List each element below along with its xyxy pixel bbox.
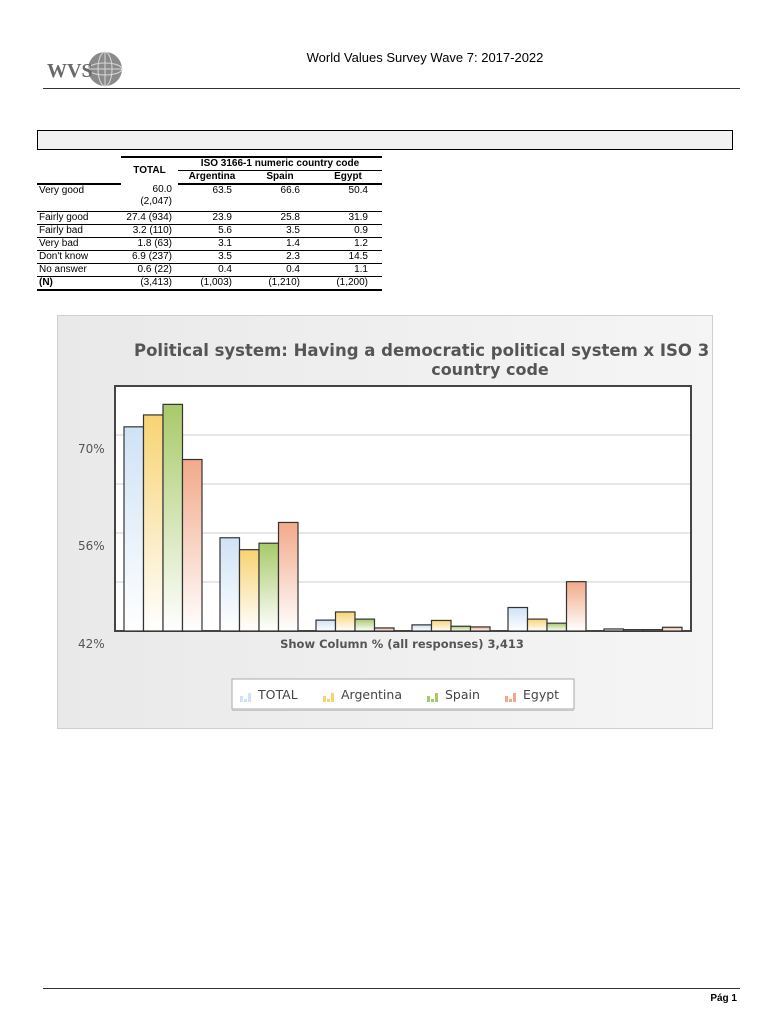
y-tick-label: 56% — [78, 539, 105, 553]
bar-egypt-2 — [375, 628, 395, 631]
table-row-n — [37, 277, 382, 291]
legend-swatch — [327, 699, 330, 702]
row-label: Don't know — [37, 251, 121, 264]
total-cell: 0.6 (22) — [121, 264, 178, 277]
legend-swatch — [323, 696, 326, 702]
total-header: TOTAL — [121, 157, 178, 184]
country-header-argentina: Argentina — [178, 171, 246, 185]
total-cell: 6.9 (237) — [121, 251, 178, 264]
bar-spain-1 — [259, 543, 279, 631]
legend-swatch — [427, 696, 430, 702]
value-cell: 3.5 — [246, 225, 314, 238]
value-cell: (1,003) — [178, 277, 246, 291]
total-cell: 1.8 (63) — [121, 238, 178, 251]
value-cell: 23.9 — [178, 212, 246, 225]
value-cell: 31.9 — [314, 212, 382, 225]
bar-spain-3 — [451, 626, 471, 631]
row-label: No answer — [37, 264, 121, 277]
bar-egypt-5 — [663, 627, 683, 631]
value-cell: 1.4 — [246, 238, 314, 251]
value-cell: 5.6 — [178, 225, 246, 238]
value-cell: 3.5 — [178, 251, 246, 264]
value-cell: 0.4 — [178, 264, 246, 277]
bar-egypt-3 — [471, 627, 491, 631]
legend-swatch — [505, 696, 508, 702]
bar-egypt-0 — [183, 460, 203, 632]
value-cell: 1.2 — [314, 238, 382, 251]
value-cell: 0.4 — [246, 264, 314, 277]
bar-total-4 — [508, 608, 528, 631]
bar-total-0 — [124, 427, 144, 631]
country-header-egypt: Egypt — [314, 171, 382, 185]
bar-egypt-1 — [279, 522, 299, 631]
legend-swatch — [513, 693, 516, 702]
bar-argentina-0 — [144, 415, 164, 631]
bar-spain-5 — [643, 630, 663, 631]
chart-legend — [232, 679, 574, 711]
row-label: (N) — [37, 277, 121, 291]
row-label: Fairly bad — [37, 225, 121, 238]
wvs-logo — [45, 50, 125, 90]
legend-swatch — [244, 699, 247, 702]
bar-argentina-4 — [528, 619, 548, 631]
table-row — [37, 264, 382, 277]
page-number: Pág 1 — [710, 993, 737, 1004]
legend-label: TOTAL — [258, 687, 298, 702]
row-label: Fairly good — [37, 212, 121, 225]
value-cell: 3.1 — [178, 238, 246, 251]
table-row — [37, 238, 382, 251]
bar-total-5 — [604, 629, 624, 631]
bar-spain-2 — [355, 619, 375, 631]
table-row — [37, 225, 382, 238]
value-cell: 66.6 — [246, 184, 314, 212]
bar-argentina-5 — [624, 630, 644, 631]
legend-swatch — [248, 693, 251, 702]
country-group-header: ISO 3166-1 numeric country code — [178, 157, 382, 171]
bar-argentina-3 — [432, 620, 452, 631]
y-tick-label: 42% — [78, 637, 105, 651]
header-divider — [43, 88, 740, 89]
bar-argentina-1 — [240, 550, 260, 631]
value-cell: 2.3 — [246, 251, 314, 264]
svg-text:WVS: WVS — [47, 60, 93, 82]
row-label: Very good — [37, 184, 121, 212]
document-title: World Values Survey Wave 7: 2017-2022 — [306, 50, 544, 65]
bar-spain-4 — [547, 623, 567, 631]
bar-chart — [58, 316, 712, 728]
legend-swatch — [435, 693, 438, 702]
value-cell: 1.1 — [314, 264, 382, 277]
x-axis-label: Show Column % (all responses) 3,413 — [280, 637, 524, 651]
legend-swatch — [240, 696, 243, 702]
bar-argentina-2 — [336, 612, 356, 631]
value-cell: 63.5 — [178, 184, 246, 212]
bar-egypt-4 — [567, 582, 587, 631]
bar-spain-0 — [163, 404, 183, 631]
table-row — [37, 184, 382, 212]
table-row — [37, 251, 382, 264]
chart-title-line2: country code — [431, 360, 549, 379]
y-tick-label: 70% — [78, 442, 105, 456]
value-cell: 50.4 — [314, 184, 382, 212]
chart-panel — [57, 315, 713, 729]
bar-total-3 — [412, 625, 432, 631]
row-label: Very bad — [37, 238, 121, 251]
legend-swatch — [431, 699, 434, 702]
total-cell: 60.0 (2,047) — [121, 184, 178, 212]
value-cell: 0.9 — [314, 225, 382, 238]
legend-label: Argentina — [341, 687, 402, 702]
value-cell: (1,210) — [246, 277, 314, 291]
chart-title-line1: Political system: Having a democratic political system x ISO 3 — [134, 341, 710, 360]
footer-divider — [43, 988, 740, 989]
total-cell: 27.4 (934) — [121, 212, 178, 225]
results-table — [37, 156, 382, 291]
value-cell: 25.8 — [246, 212, 314, 225]
legend-swatch — [509, 699, 512, 702]
total-cell: (3,413) — [121, 277, 178, 291]
table-row — [37, 212, 382, 225]
value-cell: 14.5 — [314, 251, 382, 264]
total-cell: 3.2 (110) — [121, 225, 178, 238]
bar-total-2 — [316, 620, 336, 631]
country-header-spain: Spain — [246, 171, 314, 185]
legend-swatch — [331, 693, 334, 702]
bar-total-1 — [220, 538, 240, 631]
legend-label: Spain — [445, 687, 480, 702]
section-title-box — [37, 130, 733, 150]
value-cell: (1,200) — [314, 277, 382, 291]
legend-label: Egypt — [523, 687, 560, 702]
